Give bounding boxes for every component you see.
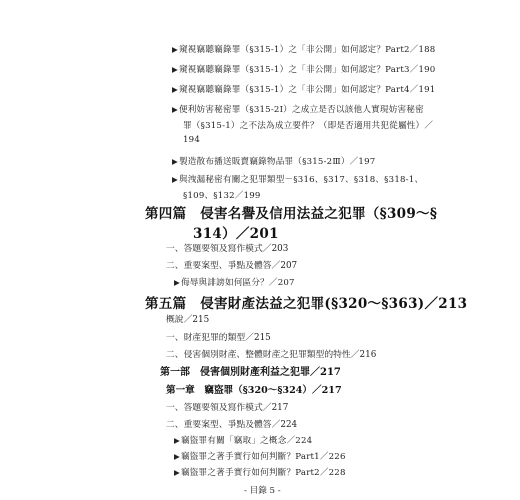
toc-entry: ▶與洩漏秘密有關之犯罪類型－§316、§317、§318、§318-1、 <box>172 175 424 185</box>
triangle-bullet-icon: ▶ <box>172 65 178 74</box>
toc-item: 一、答題要領及寫作模式／203 <box>166 244 289 254</box>
toc-entry: ▶窺視竊聽竊錄罪（§315-1）之「非公開」如何認定？Part2／188 <box>172 45 436 55</box>
triangle-bullet-icon: ▶ <box>172 105 178 114</box>
toc-entry: ▶便利妨害秘密罪（§315-2Ⅰ）之成立是否以該他人實現妨害秘密 <box>172 105 424 115</box>
toc-item: 二、重要案型、爭點及體答／207 <box>166 261 298 271</box>
part-title: 第四篇 侵害名譽及信用法益之犯罪（§309～§ <box>145 206 438 222</box>
toc-entry-continued: 194 <box>183 135 201 145</box>
chapter-title: 第一章 竊盜罪（§320～§324）／217 <box>166 385 342 396</box>
triangle-bullet-icon: ▶ <box>172 45 178 54</box>
toc-entry: ▶竊盜罪之著手實行如何判斷？Part2／228 <box>174 468 346 478</box>
page-number: - 目錄 5 - <box>244 486 281 496</box>
triangle-bullet-icon: ▶ <box>174 436 180 445</box>
toc-item: 二、重要案型、爭點及體答／224 <box>166 420 298 430</box>
toc-item: 一、財產犯罪的類型／215 <box>166 333 271 343</box>
triangle-bullet-icon: ▶ <box>174 452 180 461</box>
toc-entry: ▶竊盜罪之著手實行如何判斷？Part1／226 <box>174 452 346 462</box>
triangle-bullet-icon: ▶ <box>172 175 178 184</box>
part-title-continued: 314）／201 <box>193 226 279 242</box>
toc-item: 二、侵害個別財產、整體財產之犯罪類型的特性／216 <box>166 350 377 360</box>
overview-item: 概說／215 <box>166 315 210 325</box>
toc-entry: ▶竊盜罪有關「竊取」之概念／224 <box>174 436 313 446</box>
triangle-bullet-icon: ▶ <box>174 468 180 477</box>
triangle-bullet-icon: ▶ <box>172 157 178 166</box>
part-title: 第五篇 侵害財產法益之犯罪(§320～§363)／213 <box>145 296 468 312</box>
toc-entry-continued: 罪（§315-1）之不法為成立要件？（即是否適用共犯從屬性）／ <box>183 121 434 131</box>
toc-item: 一、答題要領及寫作模式／217 <box>166 403 289 413</box>
toc-entry: ▶窺視竊聽竊錄罪（§315-1）之「非公開」如何認定？Part4／191 <box>172 85 436 95</box>
toc-entry: ▶製造散布播送販賣竊錄物品罪（§315-2Ⅲ）／197 <box>172 157 376 167</box>
toc-entry: ▶侮辱與誹謗如何區分？／207 <box>174 278 295 288</box>
toc-entry: ▶窺視竊聽竊錄罪（§315-1）之「非公開」如何認定？Part3／190 <box>172 65 436 75</box>
toc-entry-continued: §109、§132／199 <box>183 191 261 201</box>
triangle-bullet-icon: ▶ <box>174 278 180 287</box>
triangle-bullet-icon: ▶ <box>172 85 178 94</box>
section-title: 第一部 侵害個別財產利益之犯罪／217 <box>160 367 341 378</box>
